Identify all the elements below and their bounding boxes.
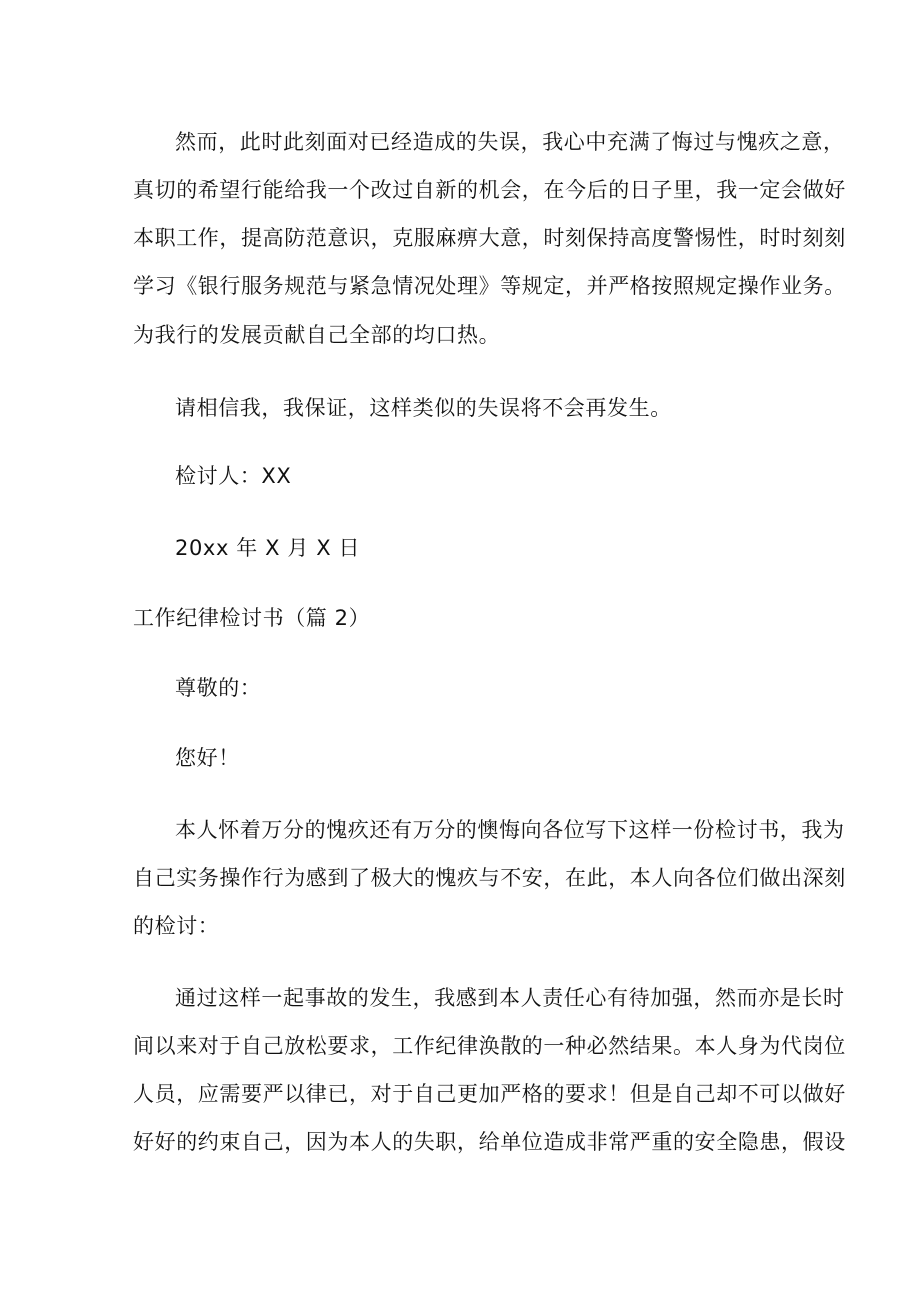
greeting-line: 您好！	[175, 746, 240, 770]
paragraph-2-line-2: 自己实务操作行为感到了极大的愧疚与不安，在此，本人向各位们做出深刻	[133, 866, 846, 890]
paragraph-1-line-5: 为我行的发展贡献自己全部的均口热。	[133, 323, 501, 347]
section-title: 工作纪律检讨书（篇 2）	[133, 606, 371, 630]
paragraph-1-line-1: 然而，此时此刻面对已经造成的失误，我心中充满了悔过与愧疚之意，	[175, 130, 845, 154]
salutation-line: 尊敬的：	[175, 676, 262, 700]
paragraph-1-line-2: 真切的希望行能给我一个改过自新的机会，在今后的日子里，我一定会做好	[133, 178, 846, 202]
paragraph-3-line-3: 人员，应需要严以律已，对于自己更加严格的要求！但是自己却不可以做好	[133, 1082, 846, 1106]
paragraph-3-line-1: 通过这样一起事故的发生，我感到本人责任心有待加强，然而亦是长时	[175, 986, 845, 1010]
paragraph-3-line-4: 好好的约束自己，因为本人的失职，给单位造成非常严重的安全隐患，假设	[133, 1130, 846, 1154]
promise-line: 请相信我，我保证，这样类似的失误将不会再发生。	[175, 396, 672, 420]
date-line: 20xx 年 X 月 X 日	[175, 536, 361, 560]
paragraph-2-line-3: 的检讨：	[133, 914, 220, 938]
paragraph-2-line-1: 本人怀着万分的愧疚还有万分的懊悔向各位写下这样一份检讨书，我为	[175, 818, 845, 842]
signer-line: 检讨人：XX	[175, 464, 292, 488]
paragraph-1-line-3: 本职工作，提高防范意识，克服麻痹大意，时刻保持高度警惕性，时时刻刻	[133, 226, 846, 250]
paragraph-3-line-2: 间以来对于自己放松要求，工作纪律涣散的一种必然结果。本人身为代岗位	[133, 1034, 846, 1058]
paragraph-1-line-4: 学习《银行服务规范与紧急情况处理》等规定，并严格按照规定操作业务。	[133, 274, 846, 298]
